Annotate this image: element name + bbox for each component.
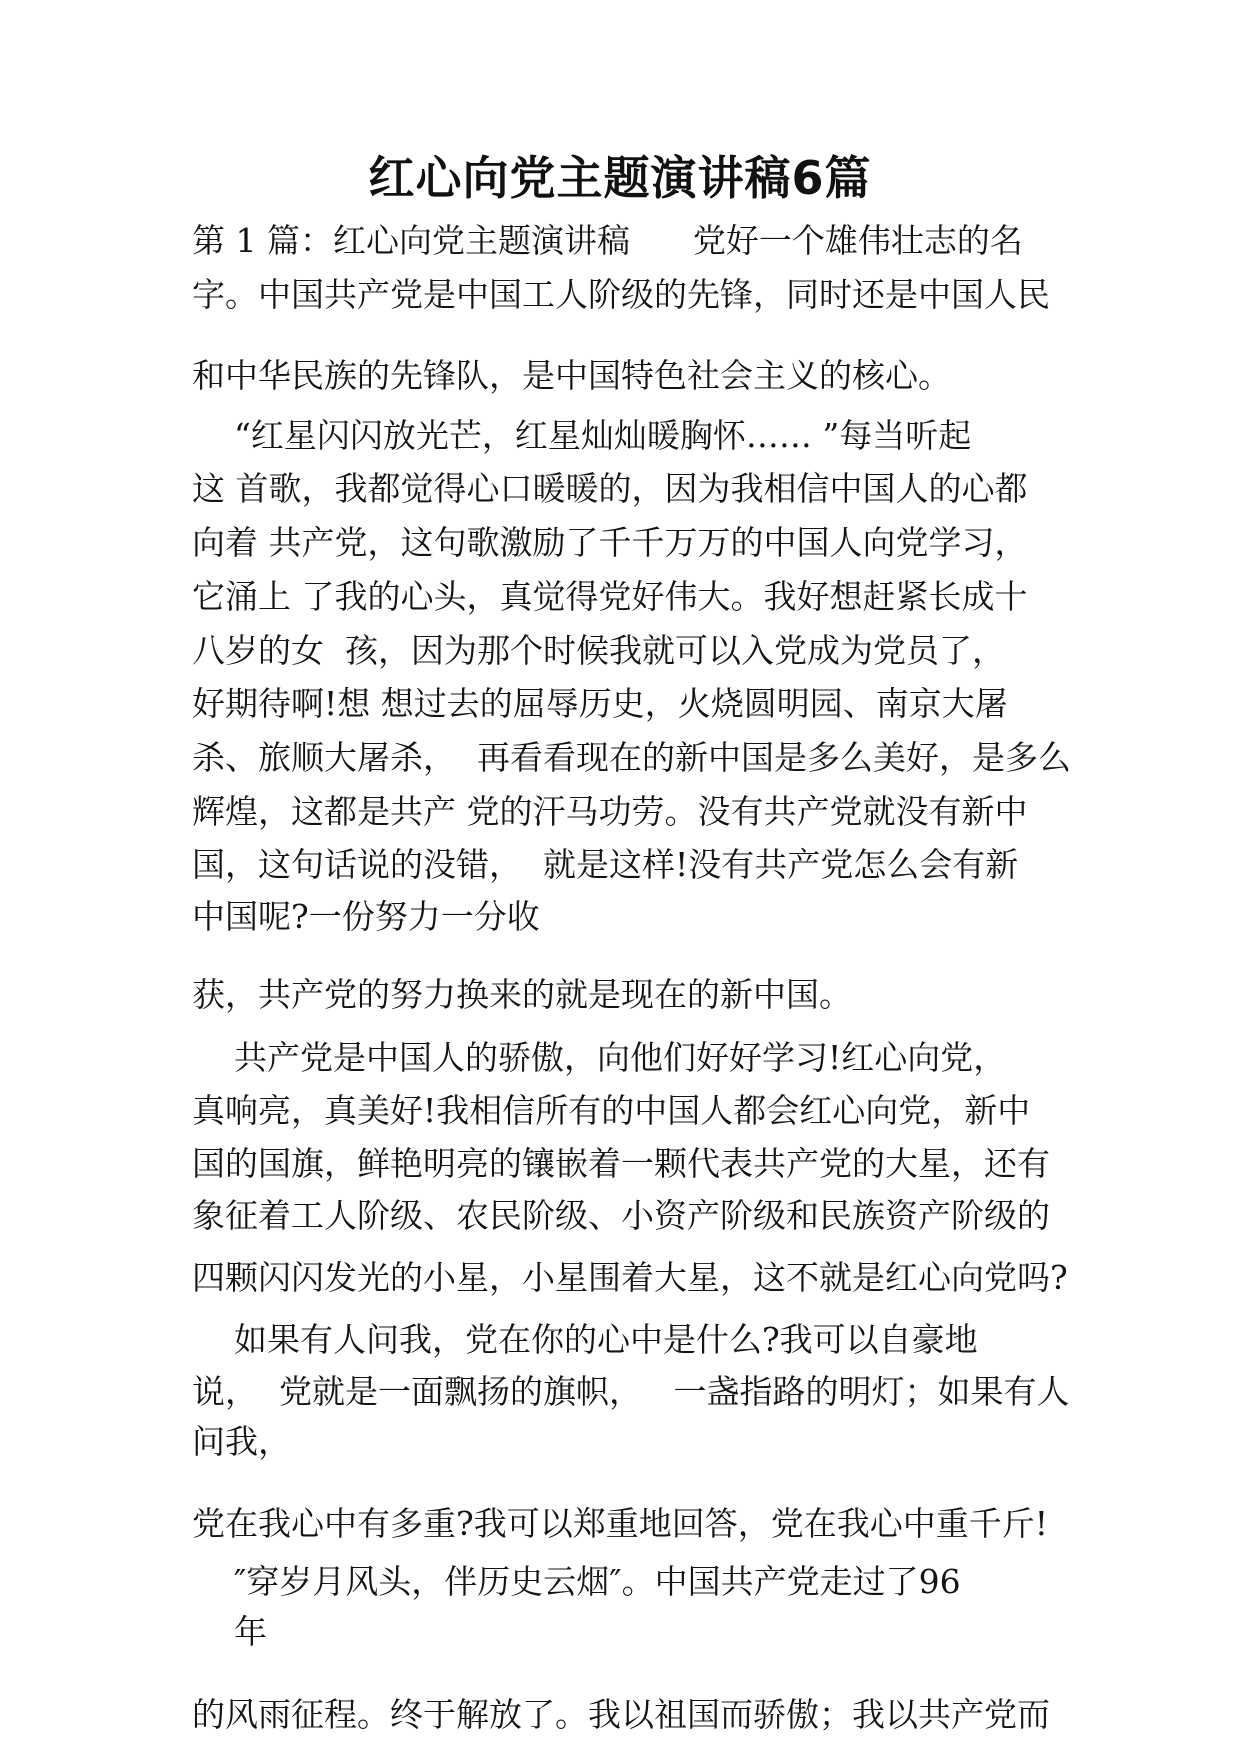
document-title: 红心向党主题演讲稿6篇 [368, 151, 872, 205]
text-line: 的风雨征程。终于解放了。我以祖国而骄傲；我以共产党而 [192, 1695, 1050, 1734]
text-line: 杀、旅顺大屠杀， 再看看现在的新中国是多么美好，是多么 [192, 738, 1071, 777]
text-line: 它涌上 了我的心头，真觉得党好伟大。我好想赶紧长成十 [192, 577, 1028, 616]
text-line: “红星闪闪放光芒，红星灿灿暖胸怀…… ”每当听起 [192, 416, 972, 455]
text-line: 好期待啊!想 想过去的屈辱历史，火烧圆明园、南京大屠 [192, 684, 1008, 723]
text-line: 共产党是中国人的骄傲，向他们好好学习!红心向党， [192, 1038, 1007, 1077]
text-line: 党在我心中有多重?我可以郑重地回答，党在我心中重千斤! [192, 1504, 1048, 1543]
text-line: 中国呢?一份努力一分收 [192, 897, 540, 936]
text-line: 真响亮，真美好!我相信所有的中国人都会红心向党，新中 [192, 1091, 1031, 1130]
text-line: 辉煌，这都是共产 党的汗马功劳。没有共产党就没有新中 [192, 792, 1028, 831]
text-line: 说， 党就是一面飘扬的旗帜， 一盏指路的明灯；如果有人 [192, 1372, 1070, 1411]
text-line: 第 1 篇：红心向党主题演讲稿 党好一个雄伟壮志的名 [192, 221, 1023, 260]
text-line: 问我， [192, 1422, 291, 1461]
text-line: 获，共产党的努力换来的就是现在的新中国。 [192, 975, 852, 1014]
text-line: 这 首歌，我都觉得心口暖暖的，因为我相信中国人的心都 [192, 469, 1028, 508]
text-line: 四颗闪闪发光的小星，小星围着大星，这不就是红心向党吗? [192, 1258, 1068, 1297]
text-line: 八岁的女 孩，因为那个时候我就可以入党成为党员了， [192, 631, 1005, 670]
text-line: 向着 共产党，这句歌激励了千千万万的中国人向党学习， [192, 523, 1028, 562]
text-line: 象征着工人阶级、农民阶级、小资产阶级和民族资产阶级的 [192, 1196, 1050, 1235]
text-line: ″穿岁月风头，伴历史云烟″。中国共产党走过了96 [192, 1562, 961, 1601]
text-line: 字。中国共产党是中国工人阶级的先锋，同时还是中国人民 [192, 275, 1050, 314]
text-line: 国，这句话说的没错， 就是这样!没有共产党怎么会有新 [192, 845, 1019, 884]
text-line: 和中华民族的先锋队，是中国特色社会主义的核心。 [192, 356, 951, 395]
text-line: 如果有人问我，党在你的心中是什么?我可以自豪地 [192, 1320, 978, 1359]
text-line: 国的国旗，鲜艳明亮的镶嵌着一颗代表共产党的大星，还有 [192, 1144, 1050, 1183]
text-line: 年 [192, 1612, 267, 1651]
